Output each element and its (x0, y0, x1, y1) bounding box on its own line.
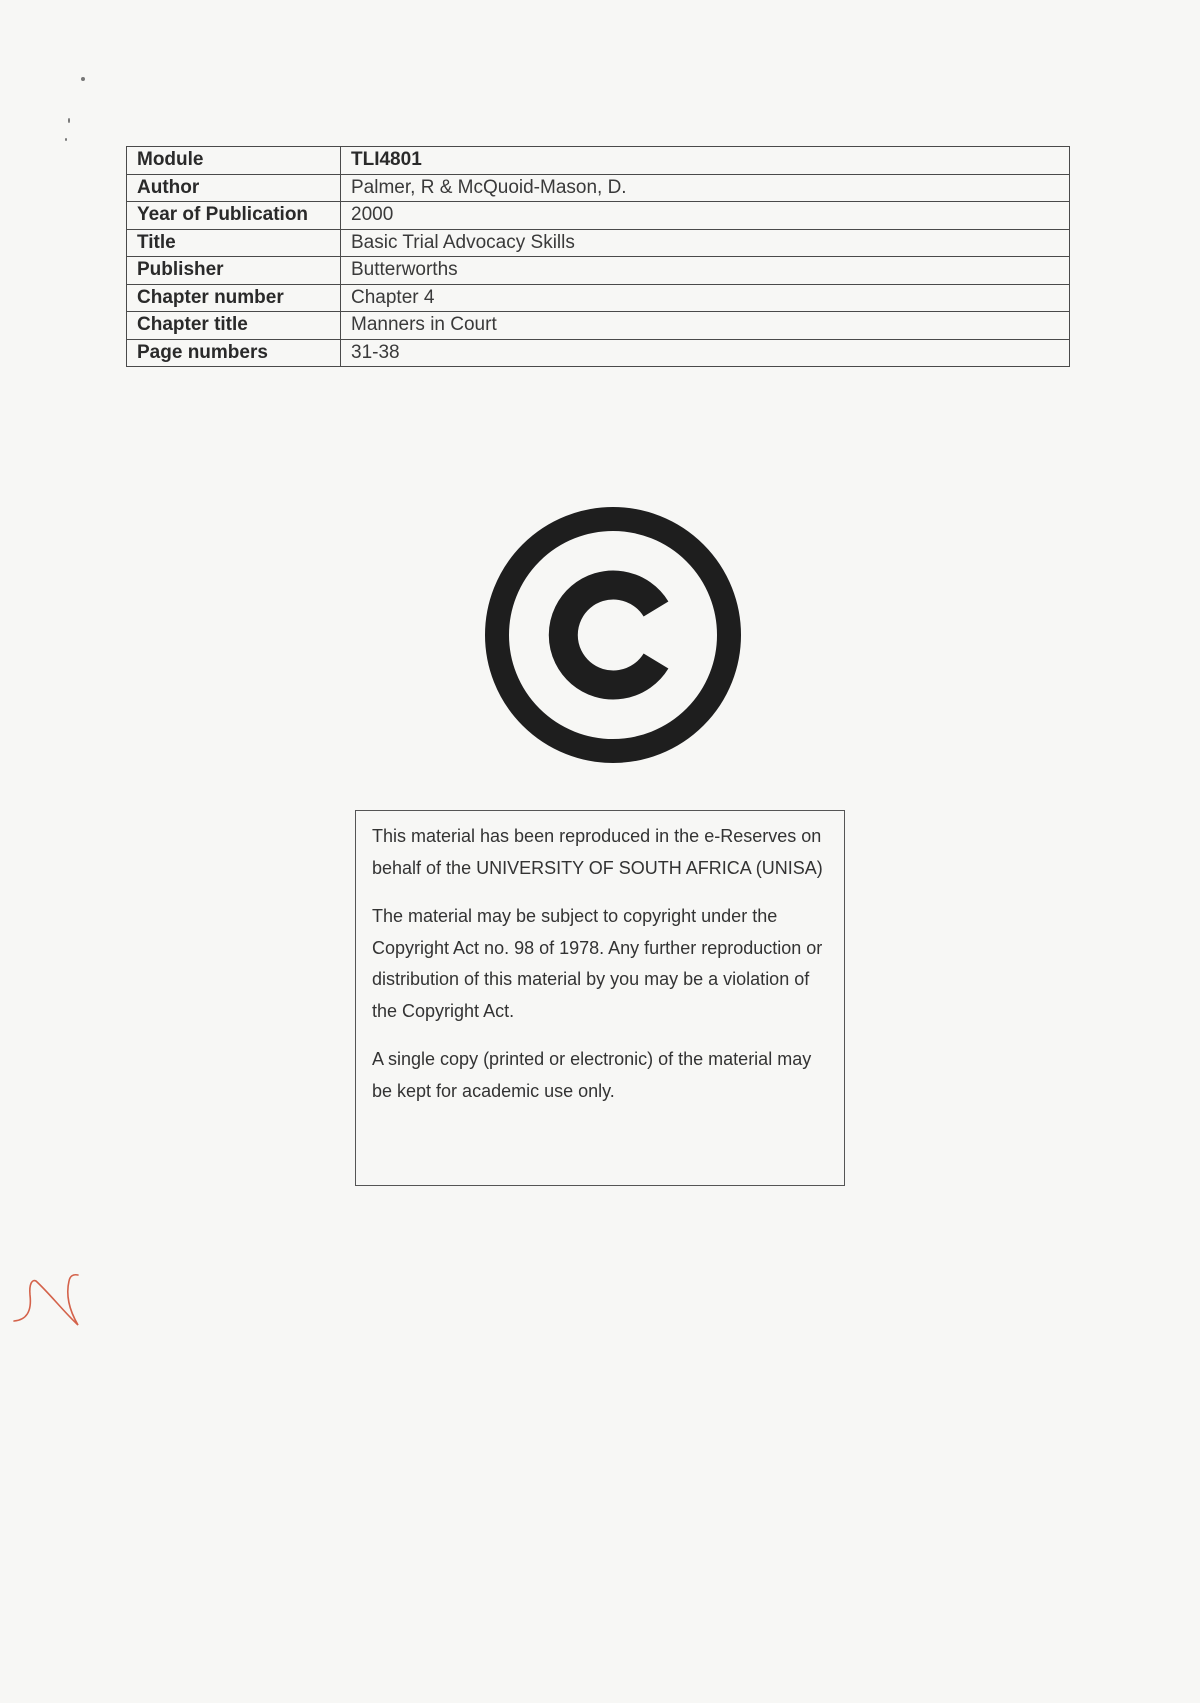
row-label: Title (127, 229, 341, 257)
copyright-notice-box (355, 810, 845, 1186)
copyright-icon (484, 506, 742, 764)
table-row (127, 202, 1070, 230)
notice-paragraph: A single copy (printed or electronic) of the material may be kept for academic use only. (372, 1049, 812, 1101)
row-value: Palmer, R & McQuoid-Mason, D. (341, 174, 1070, 202)
row-value: 31-38 (341, 339, 1070, 367)
row-label: Chapter number (127, 284, 341, 312)
table-row (127, 174, 1070, 202)
notice-paragraph: The material may be subject to copyright under the Copyright Act no. 98 of 1978. Any further reproduction or distribution of this material by you may be a violation of the Copyright Act. (372, 906, 823, 1021)
scan-speck (81, 77, 85, 81)
row-value: Manners in Court (341, 312, 1070, 340)
handwritten-stroke (14, 1275, 78, 1325)
row-label: Chapter title (127, 312, 341, 340)
row-value: Butterworths (341, 257, 1070, 285)
copyright-letter-c (563, 585, 656, 685)
table-row (127, 339, 1070, 367)
scan-speck (68, 118, 70, 123)
row-value: TLI4801 (341, 147, 1070, 175)
table-row (127, 284, 1070, 312)
metadata-table (126, 146, 1070, 367)
row-label: Page numbers (127, 339, 341, 367)
notice-paragraph: This material has been reproduced in the e-Reserves on behalf of the UNIVERSITY OF SOUTH AFRICA (UNISA) (372, 826, 823, 878)
row-value: Basic Trial Advocacy Skills (341, 229, 1070, 257)
row-value: Chapter 4 (341, 284, 1070, 312)
table-row (127, 312, 1070, 340)
row-value: 2000 (341, 202, 1070, 230)
table-row (127, 147, 1070, 175)
handwritten-mark-icon (8, 1250, 88, 1330)
row-label: Module (127, 147, 341, 175)
row-label: Year of Publication (127, 202, 341, 230)
scan-speck (65, 138, 67, 141)
table-row (127, 229, 1070, 257)
row-label: Publisher (127, 257, 341, 285)
copyright-outer-ring (497, 519, 729, 751)
row-label: Author (127, 174, 341, 202)
table-row (127, 257, 1070, 285)
